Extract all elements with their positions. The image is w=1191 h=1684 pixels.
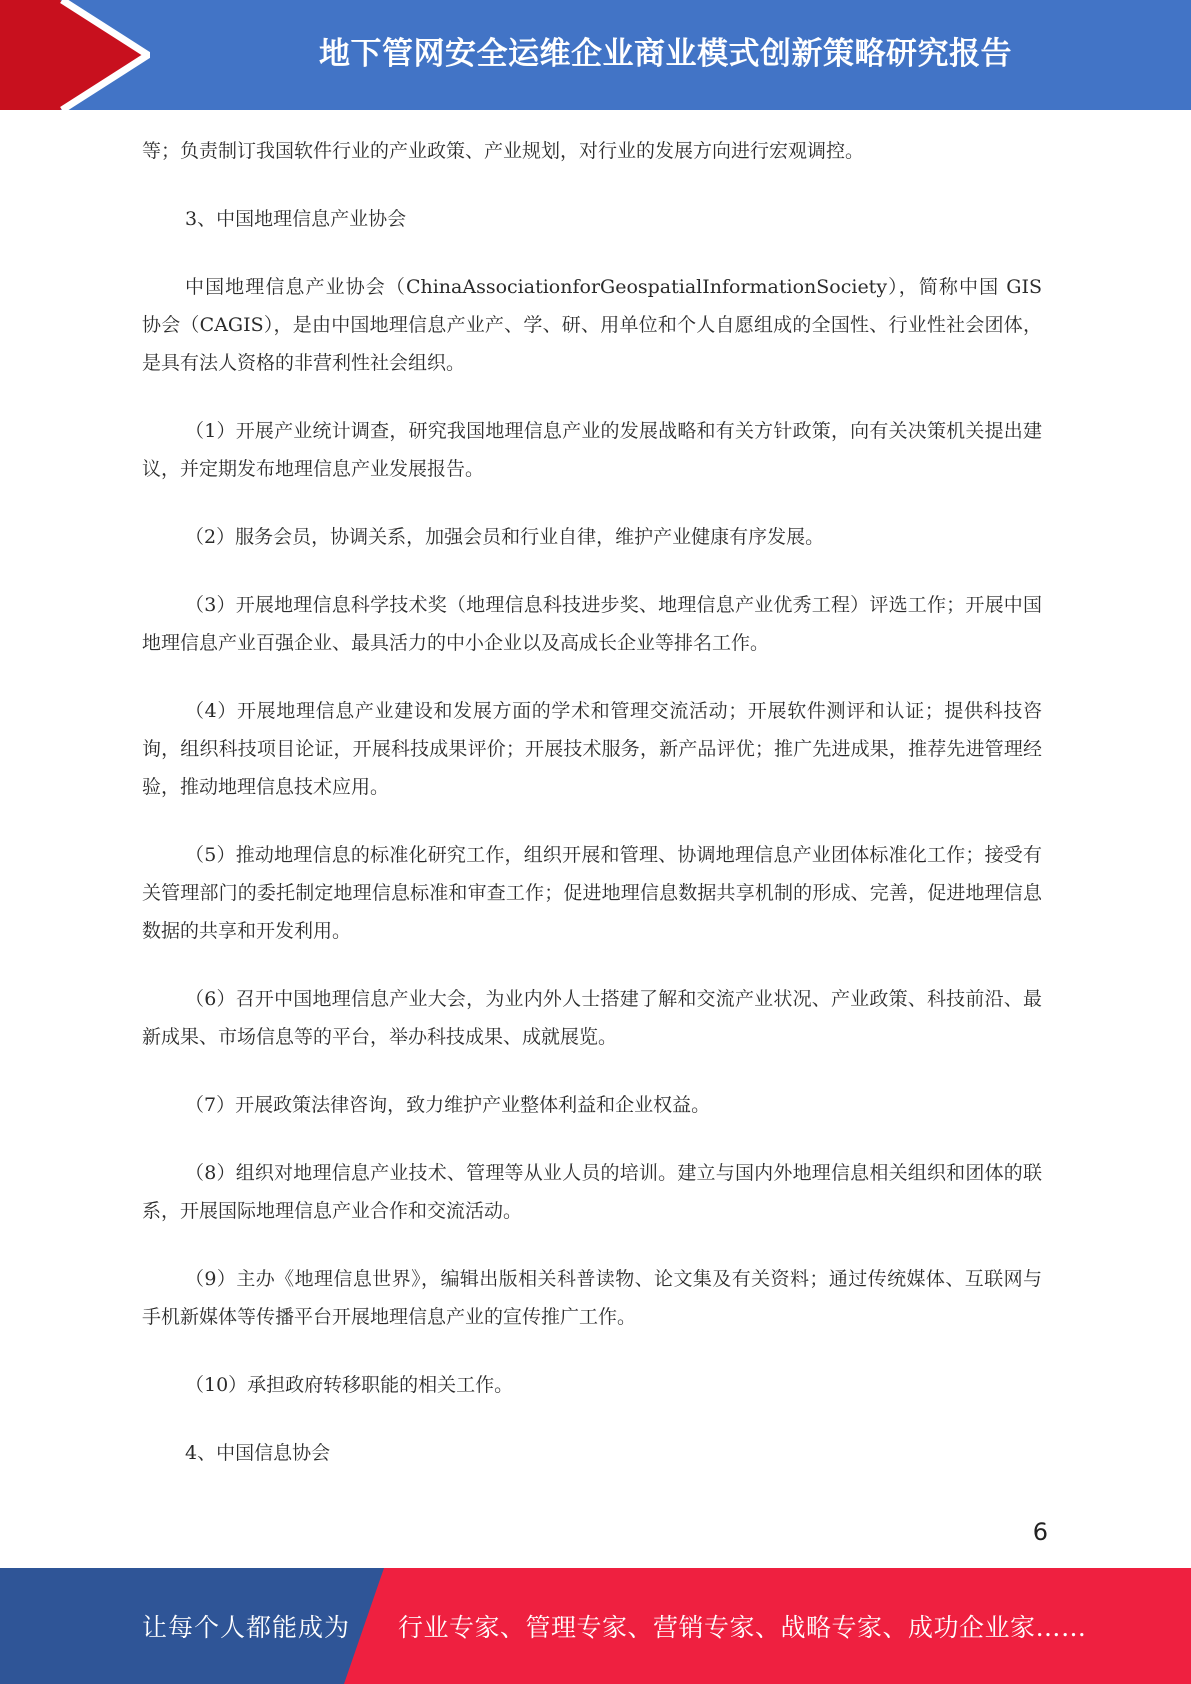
section-heading: 4、中国信息协会 [185, 1442, 331, 1464]
list-item: （10）承担政府转移职能的相关工作。 [185, 1374, 514, 1396]
list-item: （1）开展产业统计调查，研究我国地理信息产业的发展战略和有关方针政策，向有关决策机关提出建议，并定期发布地理信息产业发展报告。 [142, 420, 1042, 480]
list-item: （4）开展地理信息产业建设和发展方面的学术和管理交流活动；开展软件测评和认证；提供科技咨询，组织科技项目论证，开展科技成果评价；开展技术服务，新产品评优；推广先进成果，推荐先进管理经验，推动地理信息技术应用。 [142, 700, 1042, 798]
list-item: （5）推动地理信息的标准化研究工作，组织开展和管理、协调地理信息产业团体标准化工作；接受有关管理部门的委托制定地理信息标准和审查工作；促进地理信息数据共享机制的形成、完善，促进地理信息数据的共享和开发利用。 [142, 844, 1042, 942]
document-body [142, 132, 1042, 1472]
paragraph: 等；负责制订我国软件行业的产业政策、产业规划，对行业的发展方向进行宏观调控。 [142, 140, 865, 162]
header-banner [0, 0, 1191, 110]
list-item: （8）组织对地理信息产业技术、管理等从业人员的培训。建立与国内外地理信息相关组织和团体的联系，开展国际地理信息产业合作和交流活动。 [142, 1162, 1042, 1222]
footer-slogan-left: 让每个人都能成为 [142, 1613, 351, 1642]
list-item: （2）服务会员，协调关系，加强会员和行业自律，维护产业健康有序发展。 [185, 526, 825, 548]
footer-slogan-right: 行业专家、管理专家、营销专家、战略专家、成功企业家…… [398, 1613, 1087, 1642]
list-item: （9）主办《地理信息世界》，编辑出版相关科普读物、论文集及有关资料；通过传统媒体、互联网与手机新媒体等传播平台开展地理信息产业的宣传推广工作。 [142, 1268, 1042, 1328]
paragraph: 中国地理信息产业协会（ChinaAssociationforGeospatialInformationSociety），简称中国 GIS 协会（CAGIS），是由中国地理信息产业产、学、研、用单位和个人自愿组成的全国性、行业性社会团体，是具有法人资格的非营利性社会组织。 [142, 276, 1042, 374]
header-arrow-decoration [0, 0, 150, 110]
section-heading: 3、中国地理信息产业协会 [185, 208, 407, 230]
list-item: （7）开展政策法律咨询，致力维护产业整体利益和企业权益。 [185, 1094, 711, 1116]
list-item: （3）开展地理信息科学技术奖（地理信息科技进步奖、地理信息产业优秀工程）评选工作；开展中国地理信息产业百强企业、最具活力的中小企业以及高成长企业等排名工作。 [142, 594, 1042, 654]
footer-banner [0, 1568, 1191, 1684]
page-number: 6 [1032, 1518, 1048, 1546]
document-title: 地下管网安全运维企业商业模式创新策略研究报告 [319, 35, 1012, 72]
list-item: （6）召开中国地理信息产业大会，为业内外人士搭建了解和交流产业状况、产业政策、科技前沿、最新成果、市场信息等的平台，举办科技成果、成就展览。 [142, 988, 1042, 1048]
